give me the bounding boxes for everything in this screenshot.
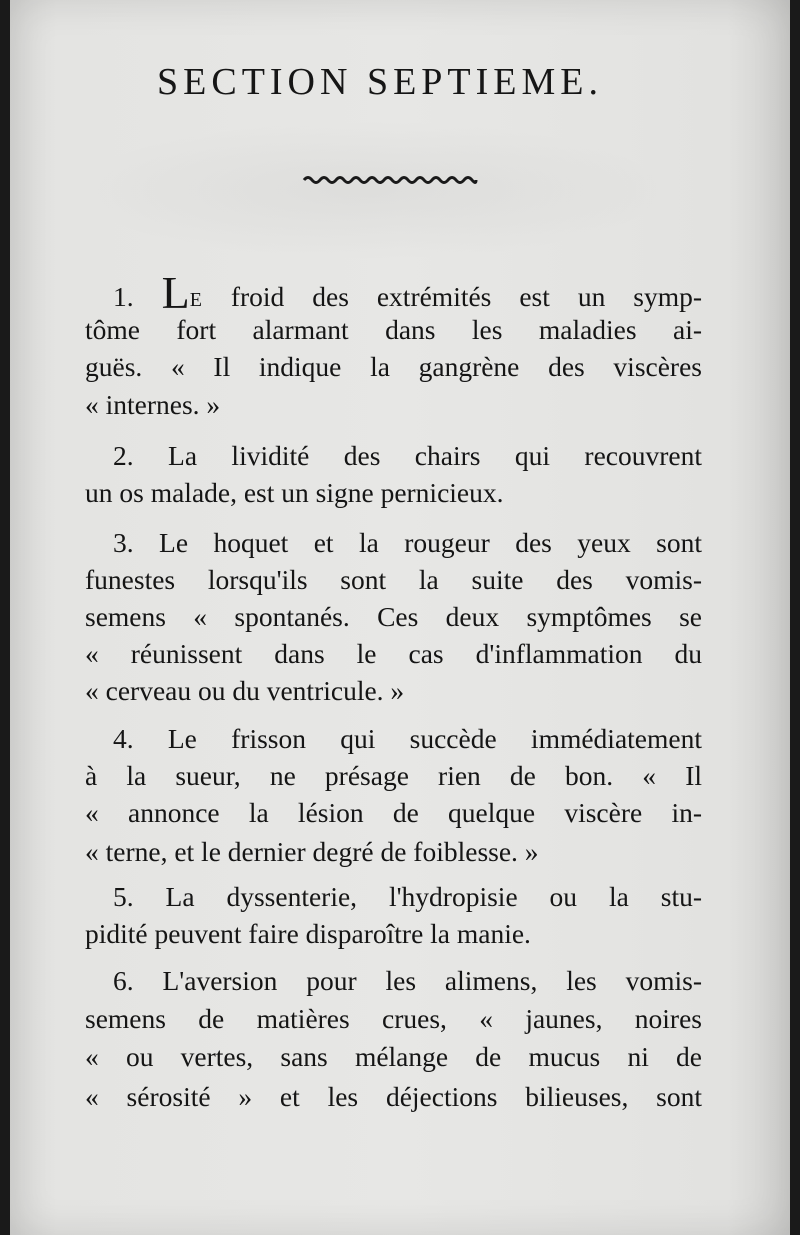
text-line: 3. Le hoquet et la rougeur des yeux sont <box>113 527 702 558</box>
text-line: à la sueur, ne présage rien de bon. « Il <box>85 760 702 791</box>
text-line: « cerveau ou du ventricule. » <box>85 675 405 706</box>
text-line: 2. La lividité des chairs qui recouvrent <box>113 440 702 471</box>
text-line: semens « spontanés. Ces deux symptômes se <box>85 601 702 632</box>
text-line: tôme fort alarmant dans les maladies ai- <box>85 314 702 345</box>
text-line: « ou vertes, sans mélange de mucus ni de <box>85 1041 702 1072</box>
ornamental-rule <box>302 174 478 186</box>
text-line: « internes. » <box>85 389 221 420</box>
text-line: 5. La dyssenterie, l'hydropisie ou la stu- <box>113 881 702 912</box>
text-line: semens de matières crues, « jaunes, noires <box>85 1003 702 1034</box>
text-line: guës. « Il indique la gangrène des viscères <box>85 351 702 382</box>
book-page <box>10 0 790 1235</box>
text-line: 4. Le frisson qui succède immédiatement <box>113 723 702 754</box>
paragraph-number: 1. <box>113 281 134 312</box>
text-line: « sérosité » et les déjections bilieuses, sont <box>85 1081 702 1112</box>
text-line: pidité peuvent faire disparoître la manie. <box>85 918 531 949</box>
text-line: funestes lorsqu'ils sont la suite des vomis- <box>85 564 702 595</box>
text-line: « annonce la lésion de quelque viscère in- <box>85 797 702 828</box>
text-line: 6. L'aversion pour les alimens, les vomis- <box>113 965 702 996</box>
small-caps-letters: E <box>189 289 203 311</box>
show-through-text <box>70 120 670 260</box>
text-line <box>85 267 703 318</box>
drop-initial: L <box>161 267 190 318</box>
line-text: froid des extrémités est un symp- <box>202 281 703 312</box>
text-line: « terne, et le dernier degré de foiblesse. » <box>85 836 539 867</box>
text-line: « réunissent dans le cas d'inflammation du <box>85 638 702 669</box>
text-line: un os malade, est un signe pernicieux. <box>85 477 504 508</box>
section-heading: SECTION SEPTIEME. <box>157 61 603 103</box>
